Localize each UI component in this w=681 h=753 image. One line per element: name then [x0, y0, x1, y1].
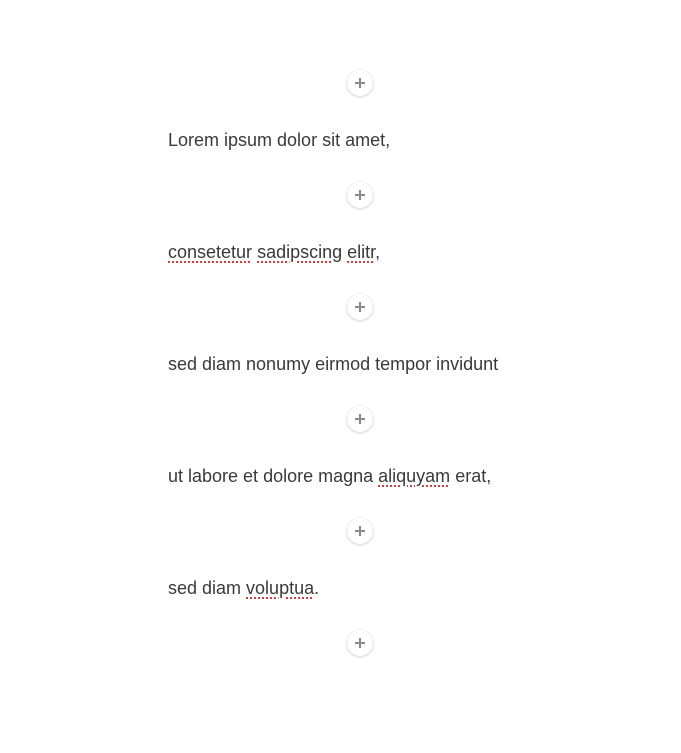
text-segment: Lorem ipsum dolor sit amet, — [168, 130, 391, 150]
paragraph[interactable] — [168, 576, 568, 600]
paragraph[interactable] — [168, 128, 568, 152]
paragraph[interactable] — [168, 464, 568, 488]
misspelled-word[interactable]: consetetur — [168, 242, 253, 262]
plus-icon — [355, 78, 365, 88]
text-segment: , — [375, 242, 381, 262]
paragraph[interactable] — [168, 240, 568, 264]
misspelled-word[interactable]: sadipscing — [257, 242, 343, 262]
misspelled-word[interactable]: aliquyam — [378, 466, 451, 486]
text-segment: . — [314, 578, 320, 598]
misspelled-word[interactable]: elitr — [347, 242, 376, 262]
plus-icon — [355, 414, 365, 424]
plus-icon — [355, 638, 365, 648]
plus-icon — [355, 190, 365, 200]
plus-icon — [355, 302, 365, 312]
text-segment: ut labore et dolore magna — [168, 466, 379, 486]
text-segment: erat, — [450, 466, 492, 486]
add-block-button[interactable] — [347, 406, 373, 432]
add-block-button[interactable] — [347, 182, 373, 208]
add-block-button[interactable] — [347, 294, 373, 320]
paragraph[interactable] — [168, 352, 568, 376]
misspelled-word[interactable]: voluptua — [246, 578, 315, 598]
add-block-button[interactable] — [347, 70, 373, 96]
add-block-button[interactable] — [347, 630, 373, 656]
add-block-button[interactable] — [347, 518, 373, 544]
text-segment: sed diam — [168, 578, 247, 598]
plus-icon — [355, 526, 365, 536]
text-segment: sed diam nonumy eirmod tempor invidunt — [168, 354, 499, 374]
